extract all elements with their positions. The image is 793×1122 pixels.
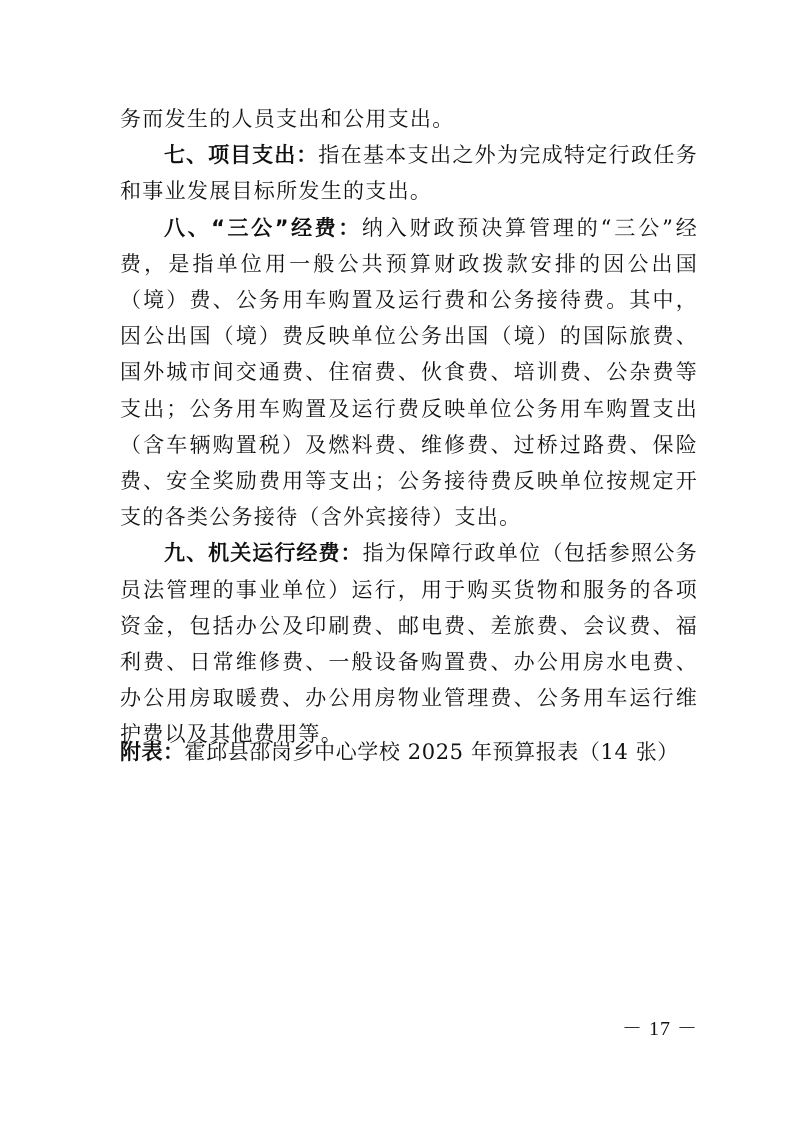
paragraph-continuation	[120, 101, 698, 137]
definition-operating-expenses: 指为保障行政单位（包括参照公务员法管理的事业单位）运行，用于购买货物和服务的各项资金，包括办公及印刷费、邮电费、差旅费、会议费、福利费、日常维修费、一般设备购置费、办公用房水电费、办公用房取暖费、办公用房物业管理费、公务用车运行维护费以及其他费用等。	[120, 541, 699, 747]
document-body	[120, 101, 698, 753]
term-operating-expenses: 九、机关运行经费：	[164, 541, 363, 566]
definition-three-public-expenses: 纳入财政预决算管理的“三公”经费，是指单位用一般公共预算财政拨款安排的因公出国（境）费、公务用车购置及运行费和公务接待费。其中，因公出国（境）费反映单位公务出国（境）的国际旅费、国外城市间交通费、住宿费、伙食费、培训费、公杂费等支出；公务用车购置及运行费反映单位公务用车购置支出（含车辆购置税）及燃料费、维修费、过桥过路费、保险费、安全奖励费用等支出；公务接待费反映单位按规定开支的各类公务接待（含外宾接待）支出。	[120, 215, 698, 530]
paragraph-project-expenditure	[120, 137, 698, 209]
paragraph-continuation-text: 务而发生的人员支出和公用支出。	[120, 107, 455, 131]
term-project-expenditure: 七、项目支出：	[164, 143, 319, 168]
paragraph-operating-expenses	[120, 535, 698, 752]
term-three-public-expenses: 八、“三公”经费：	[164, 215, 362, 240]
page-number: － 17 －	[622, 1018, 698, 1040]
appendix-label: 附表：	[120, 740, 185, 764]
definition-project-expenditure: 指在基本支出之外为完成特定行政任务和事业发展目标所发生的支出。	[120, 143, 698, 204]
appendix-text: 霍邱县邵岗乡中心学校 2025 年预算报表（14 张）	[184, 740, 679, 764]
appendix-note	[120, 734, 698, 770]
paragraph-three-public-expenses	[120, 210, 698, 536]
